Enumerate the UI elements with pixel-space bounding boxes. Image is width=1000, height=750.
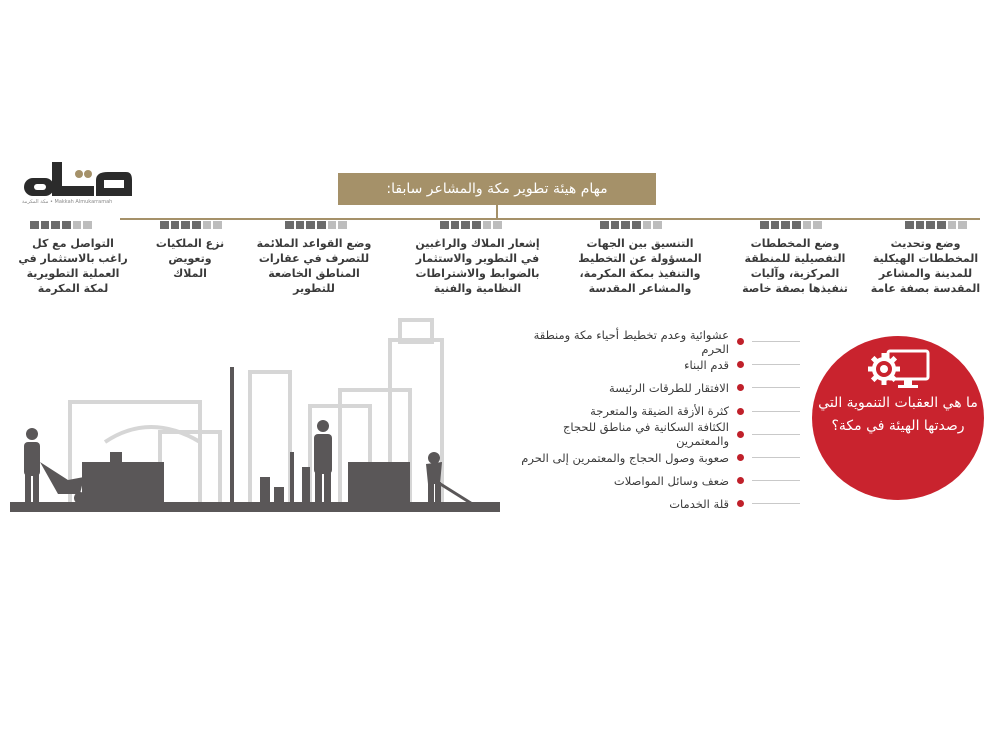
obstacle-item	[510, 400, 800, 423]
timeline-marker	[440, 221, 502, 229]
connector-line	[752, 411, 800, 412]
timeline-marker	[160, 221, 222, 229]
banner-connector	[496, 205, 498, 219]
timeline-marker	[600, 221, 662, 229]
obstacle-text: الافتقار للطرقات الرئيسة	[609, 380, 729, 395]
connector-line	[752, 434, 800, 435]
timeline-marker	[30, 221, 92, 229]
obstacle-item	[510, 420, 800, 449]
obstacle-text: عشوائية وعدم تخطيط أحياء مكة ومنطقة الحرم	[533, 327, 729, 356]
connector-line	[752, 503, 800, 504]
obstacle-item	[510, 446, 800, 469]
mission-item: وضع القواعد الملائمة للتصرف في عقارات المناطق الخاضعة للتطوير	[256, 237, 372, 295]
obstacle-text: قلة الخدمات	[669, 496, 729, 511]
bullet-dot	[737, 361, 744, 368]
bullet-dot	[737, 408, 744, 415]
connector-line	[752, 387, 800, 388]
logo-subtitle: Makkah Almukarramah • مكة المكرمة	[22, 199, 113, 205]
connector-line	[752, 364, 800, 365]
obstacles-list	[510, 327, 800, 516]
timeline-marker	[760, 221, 822, 229]
mission-item: إشعار الملاك والراغبين في التطوير والاستثمار بالضوابط والاشتراطات النظامية والفنية	[415, 237, 540, 295]
connector-line	[752, 341, 800, 342]
obstacle-item	[510, 469, 800, 492]
obstacle-text: قدم البناء	[684, 357, 729, 372]
mission-item: التواصل مع كل راغب بالاستثمار في العملية التطويرية لمكة المكرمة	[18, 237, 128, 295]
obstacle-item	[510, 353, 800, 376]
makkah-logo-mark	[22, 158, 134, 202]
bullet-dot	[737, 431, 744, 438]
obstacle-item	[510, 492, 800, 515]
construction-illustration	[10, 312, 500, 512]
obstacle-item	[510, 327, 800, 356]
obstacle-text: كثرة الأزقة الضيقة والمتعرجة	[590, 404, 729, 419]
bullet-dot	[737, 500, 744, 507]
mission-item: وضع وتحديث المخططات الهيكلية للمدينة والمشاعر المقدسة بصفة عامة	[870, 237, 981, 295]
bullet-dot	[737, 454, 744, 461]
obstacles-question: ما هي العقبات التنموية التي رصدتها الهيئة في مكة؟	[818, 395, 978, 434]
missions-title-banner: مهام هيئة تطوير مكة والمشاعر سابقا:	[338, 173, 656, 205]
obstacle-item	[510, 376, 800, 399]
mission-item: وضع المخططات التفصيلية للمنطقة المركزية، وآليات تنفيذها بصفة خاصة	[742, 237, 848, 295]
timeline-marker	[285, 221, 347, 229]
timeline-marker	[905, 221, 967, 229]
connector-line	[752, 457, 800, 458]
obstacle-text: ضعف وسائل المواصلات	[613, 473, 729, 488]
bullet-dot	[737, 477, 744, 484]
monitor-gear-icon	[862, 347, 934, 391]
obstacle-text: صعوبة وصول الحجاج والمعتمرين إلى الحرم	[521, 450, 729, 465]
mission-item: نزع الملكيات وتعويض الملاك	[155, 237, 225, 280]
obstacle-text: الكثافة السكانية في مناطق للحجاج والمعتمرين	[562, 420, 729, 449]
mission-item: التنسيق بين الجهات المسؤولة عن التخطيط والتنفيذ بمكة المكرمة، والمشاعر المقدسة	[578, 237, 702, 295]
timeline-line	[120, 218, 980, 220]
bullet-dot	[737, 384, 744, 391]
bullet-dot	[737, 338, 744, 345]
connector-line	[752, 480, 800, 481]
